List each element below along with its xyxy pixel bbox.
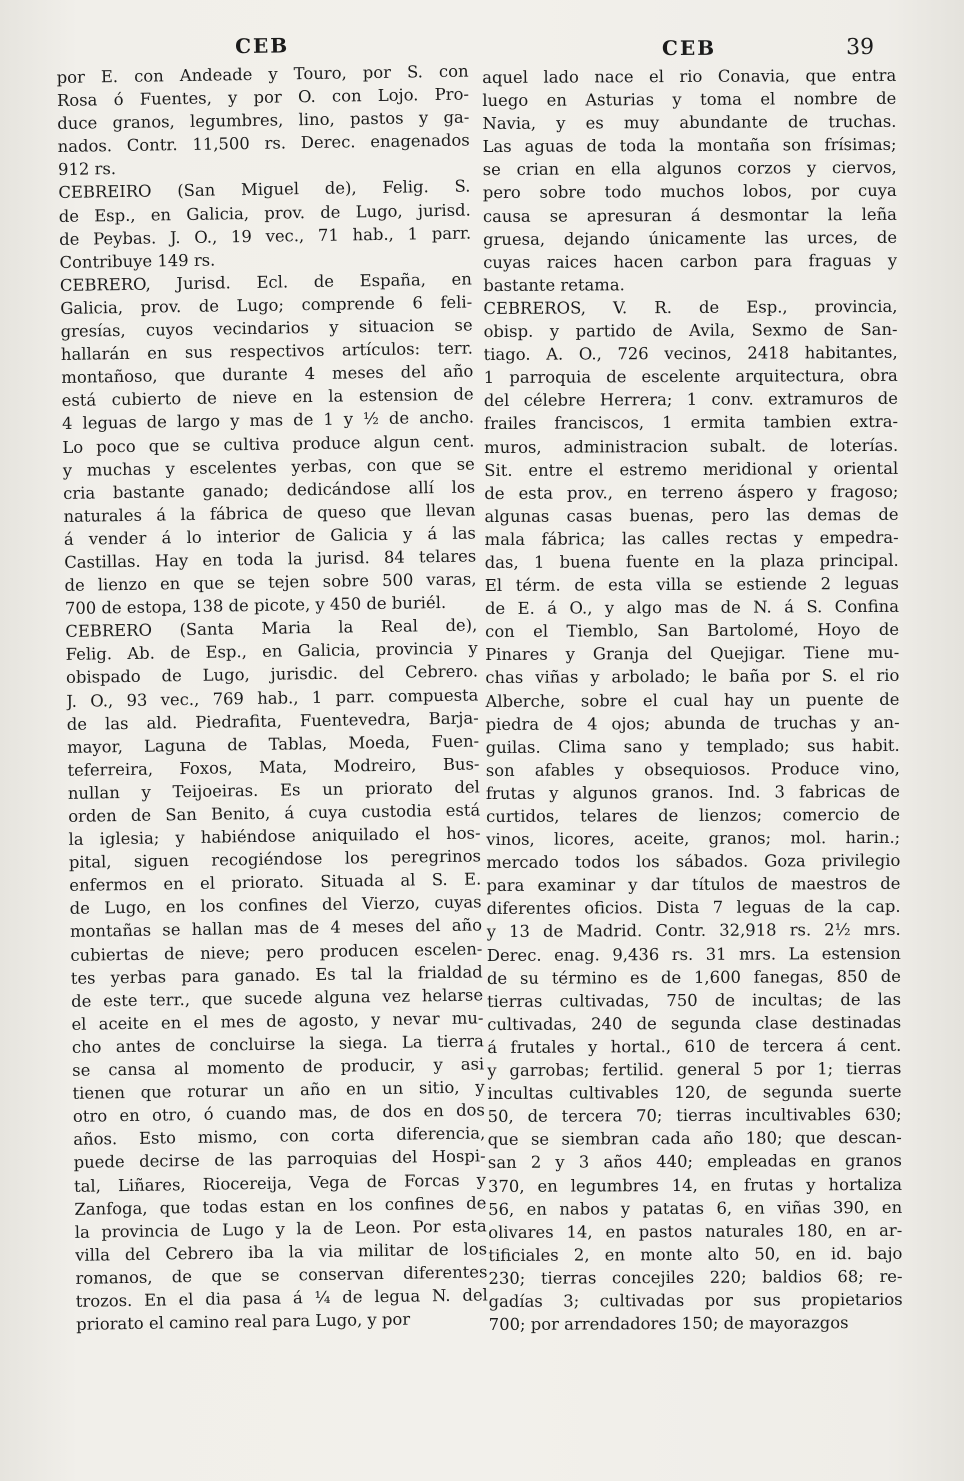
left-text-line: puede decirse de las parroquias del Hospi- xyxy=(73,1146,486,1173)
right-text-line: son afables y obsequiosos. Produce vino, xyxy=(485,758,900,780)
right-text-line: causa se apresuran á desmontar la leña xyxy=(482,204,897,226)
left-text-line: de las ald. Piedrafita, Fuentevedra, Barja- xyxy=(66,708,479,734)
left-text-line: cubiertas de nieve; pero producen escelen- xyxy=(70,938,483,965)
right-text-line: y 13 de Madrid. Contr. 32,918 rs. 2½ mrs. xyxy=(486,920,901,942)
left-text-line: cho antes de concluirse la siega. La tierra xyxy=(71,1031,484,1057)
left-text-line: nados. Contr. 11,500 rs. Derec. enagenados xyxy=(57,130,470,157)
right-text-line: 370, en legumbres 14, en frutas y hortaliza xyxy=(487,1174,903,1196)
left-text-line: montañas se hallan mas de 4 meses del año xyxy=(69,915,483,942)
right-text-line: cuyas raices hacen carbon para fraguas y xyxy=(483,250,898,272)
right-text-line: san 2 y 3 años 440; empleadas en granos xyxy=(487,1151,902,1173)
left-text-line: gresías, cuyos vecindarios y situacion se xyxy=(60,315,473,341)
left-text-line: la provincia de Lugo y la de Leon. Por esta xyxy=(74,1216,487,1242)
left-text-line: priorato el camino real para Lugo, y por xyxy=(76,1309,411,1334)
left-text-line: pital, siguen recogiéndose los peregrinos xyxy=(68,846,482,873)
right-text-line: El térm. de esta villa se estiende 2 leguas xyxy=(484,573,899,596)
left-text-line: trozos. En el dia pasa á ¼ de legua N. del xyxy=(75,1285,488,1311)
right-text-line: Alberche, sobre el cual hay un puente de xyxy=(485,689,900,711)
right-text-line: frailes franciscos, 1 ermita tambien extra- xyxy=(483,412,899,434)
right-running-header xyxy=(482,36,896,66)
left-text-line: de lienzo en que se tejen sobre 500 varas, xyxy=(64,569,477,595)
left-text-line: de Lugo, en los confines del Vierzo, cuyas xyxy=(69,892,482,919)
left-text-lines xyxy=(56,60,488,1336)
left-text-line: nullan y Teijoeiras. Es un priorato del xyxy=(67,777,480,803)
right-text-line: incultas cultivables 120, de segunda suerte xyxy=(487,1081,902,1104)
left-text-line: tal, Liñares, Riocereija, Vega de Forcas y xyxy=(73,1169,487,1196)
left-text-line: naturales á la fábrica de queso que llevan xyxy=(63,500,476,526)
right-text-line: con el Tiemblo, San Bartolomé, Hoyo de xyxy=(485,620,900,642)
right-text-line: muros, administracion subalt. de loterías. xyxy=(484,435,899,457)
left-text-line: está cubierto de nieve en la estension de xyxy=(61,384,474,411)
right-text-line: aquel lado nace el rio Conavia, que entra xyxy=(482,65,897,87)
right-text-line: obisp. y partido de Avila, Sexmo de San- xyxy=(483,319,898,342)
right-text-line: Pinares y Granja del Quejigar. Tiene mu- xyxy=(485,643,900,665)
right-text-line: de su término es de 1,600 fanegas, 850 de xyxy=(486,966,901,988)
left-text-line: Felig. Ab. de Esp., en Galicia, provincia y xyxy=(65,638,478,665)
right-text-line: frutas y algunos granos. Ind. 3 fabricas de xyxy=(485,781,900,803)
right-text-line: 230; tierras concejiles 220; baldios 68; re- xyxy=(488,1266,903,1288)
left-text-line: montañoso, que durante 4 meses del año xyxy=(61,361,474,388)
left-text-line: y muchas y escelentes yerbas, con que se xyxy=(62,454,475,480)
left-text-line: de este terr., que sucede alguna vez helarse xyxy=(70,985,484,1011)
left-text-line: Rosa ó Fuentes, y por O. con Lojo. Pro- xyxy=(56,84,470,111)
left-text-line: Castillas. Hay en toda la jurisd. 84 telares xyxy=(64,546,477,572)
left-text-line: romanos, de que se conservan diferentes xyxy=(75,1262,488,1288)
left-text-line: mayor, Laguna de Tablas, Moeda, Fuen- xyxy=(66,731,480,757)
right-text-line: piedra de 4 ojos; abunda de truchas y an- xyxy=(485,712,900,734)
right-text-line: Las aguas de toda la montaña son frísimas; xyxy=(482,135,897,157)
left-text-line: CEBRERO, Jurisd. Ecl. de España, en xyxy=(59,269,472,295)
right-text-line: gadías 3; cultivadas por sus propietarios xyxy=(488,1289,903,1311)
right-text-line: tierras cultivadas, 750 de incultas; de las xyxy=(486,989,902,1011)
right-text-line: 1 parroquia de escelente arquitectura, obra xyxy=(483,366,898,388)
right-text-line: olivares 14, en pastos naturales 180, en ar- xyxy=(488,1220,903,1242)
right-header-text: CEB xyxy=(661,35,717,61)
left-text-line: obispado de Lugo, jurisdic. del Cebrero. xyxy=(65,661,479,688)
right-column xyxy=(482,36,903,1336)
page-number: 39 xyxy=(845,34,875,61)
right-text-line: que se siembran cada año 180; que descan- xyxy=(487,1128,902,1150)
right-text-line: curtidos, telares de lienzos; comercio de xyxy=(486,804,901,826)
left-text-line: villa del Cebrero iba la via militar de los xyxy=(74,1239,488,1265)
right-text-line: pero sobre todo muchos lobos, por cuya xyxy=(482,181,897,203)
left-text-line: Galicia, prov. de Lugo; comprende 6 feli- xyxy=(60,292,473,318)
right-text-line: gruesa, dejando únicamente las urces, de xyxy=(483,227,898,249)
left-text-line: enfermos en el priorato. Situada al S. E. xyxy=(69,869,482,896)
left-text-line: otro en otro, ó cuando mas, de dos en dos xyxy=(72,1100,486,1127)
right-text-line: á frutales y hortal., 610 de tercera á cent. xyxy=(487,1035,902,1057)
right-text-line: del célebre Herrera; 1 conv. extramuros de xyxy=(483,389,898,411)
left-text-line: Lo poco que se cultiva produce algun cent. xyxy=(62,430,475,457)
left-text-line: CEBREIRO (San Miguel de), Felig. S. xyxy=(58,176,471,203)
right-text-line: luego en Asturias y toma el nombre de xyxy=(482,88,897,111)
left-text-line: tienen que roturar un año en un sitio, y xyxy=(72,1077,485,1103)
left-text-line: años. Esto mismo, con corta diferencia, xyxy=(73,1123,486,1150)
right-text-lines xyxy=(482,64,903,1336)
right-text-line: diferentes oficios. Dista 7 leguas de la cap. xyxy=(486,897,901,919)
left-text-line: 700 de estopa, 138 de picote, y 450 de buriél. xyxy=(64,593,447,619)
right-text-line: cultivadas, 240 de segunda clase destinadas xyxy=(487,1012,902,1034)
right-text-line: Sit. entre el estremo meridional y oriental xyxy=(484,458,899,480)
left-text-line: cria bastante ganado; dedicándose allí los xyxy=(63,477,476,503)
left-text-line: orden de San Benito, á cuya custodia está xyxy=(68,800,481,826)
right-text-line: chas viñas y arbolado; le baña por S. el rio xyxy=(485,666,900,688)
left-text-line: teferreira, Foxos, Mata, Modreiro, Bus- xyxy=(67,754,480,780)
right-text-line: vinos, licores, aceite, granos; mol. harin.; xyxy=(486,827,901,850)
left-text-line: Zanfoga, que todas estan en los confines de xyxy=(74,1192,487,1219)
left-text-line: el aceite en el mes de agosto, y nevar mu- xyxy=(71,1008,484,1034)
right-text-line: das, 1 buena fuente en la plaza principal. xyxy=(484,550,899,572)
right-text-line: mala fábrica; las calles rectas y empedra- xyxy=(484,527,899,549)
right-text-line: guilas. Clima sano y templado; sus habit. xyxy=(485,735,900,757)
left-text-line: CEBRERO (Santa Maria la Real de), xyxy=(65,615,478,642)
right-text-line: CEBREROS, V. R. de Esp., provincia, xyxy=(483,296,898,318)
left-text-line: J. O., 93 vec., 769 hab., 1 parr. compuesta xyxy=(66,684,479,711)
right-text-line: Navia, y es muy abundante de truchas. xyxy=(482,112,897,134)
left-text-line: hallarán en sus respectivos artículos: terr. xyxy=(60,338,474,365)
right-text-line: 700; por arrendadores 150; de mayorazgos xyxy=(488,1313,849,1335)
left-text-line: á vender á lo interior de Galicia y á las xyxy=(63,523,476,549)
right-text-line: 56, en nabos y patatas 6, en viñas 390, en xyxy=(488,1197,903,1219)
right-text-line: se crian en ella algunos corzos y ciervos, xyxy=(482,158,897,180)
right-text-line: tificiales 2, en monte alto 50, en id. bajo xyxy=(488,1243,903,1265)
right-text-line: de E. á O., y algo mas de N. á S. Confina xyxy=(484,596,900,619)
right-text-line: 50, de tercera 70; tierras incultivables 630; xyxy=(487,1105,902,1127)
left-text-line: de Peybas. J. O., 19 vec., 71 hab., 1 parr. xyxy=(59,223,472,249)
right-text-line: y garrobas; fertilid. general 5 por 1; tierras xyxy=(487,1058,902,1081)
left-header-text: CEB xyxy=(234,33,290,59)
right-text-line: tiago. A. O., 726 vecinos, 2418 habitantes, xyxy=(483,342,898,365)
left-text-line: duce granos, legumbres, lino, pastos y ga- xyxy=(57,107,470,134)
right-text-line: de esta prov., en terreno áspero y fragoso; xyxy=(484,481,899,503)
right-text-line: mercado todos los sábados. Goza privilegio xyxy=(486,851,901,873)
right-text-line: bastante retama. xyxy=(483,275,625,295)
left-text-line: de Esp., en Galicia, prov. de Lugo, jurisd. xyxy=(58,200,471,226)
right-text-line: algunas casas buenas, pero las demas de xyxy=(484,504,899,526)
left-text-line: se cansa al momento de producir, y asi xyxy=(72,1054,485,1080)
left-text-line: 912 rs. xyxy=(57,159,117,180)
left-column xyxy=(56,32,488,1336)
left-text-line: por E. con Andeade y Touro, por S. con xyxy=(56,61,469,87)
left-text-line: la iglesia; y habiéndose aniquilado el hos- xyxy=(68,823,481,849)
left-text-line: Contribuye 149 rs. xyxy=(59,250,216,272)
right-text-line: Derec. enag. 9,436 rs. 31 mrs. La estension xyxy=(486,943,901,965)
left-text-line: tes yerbas para ganado. Es tal la frialdad xyxy=(70,962,483,988)
right-text-line: para examinar y dar títulos de maestros de xyxy=(486,874,901,896)
left-text-line: 4 leguas de largo y mas de 1 y ½ de ancho. xyxy=(61,407,475,434)
